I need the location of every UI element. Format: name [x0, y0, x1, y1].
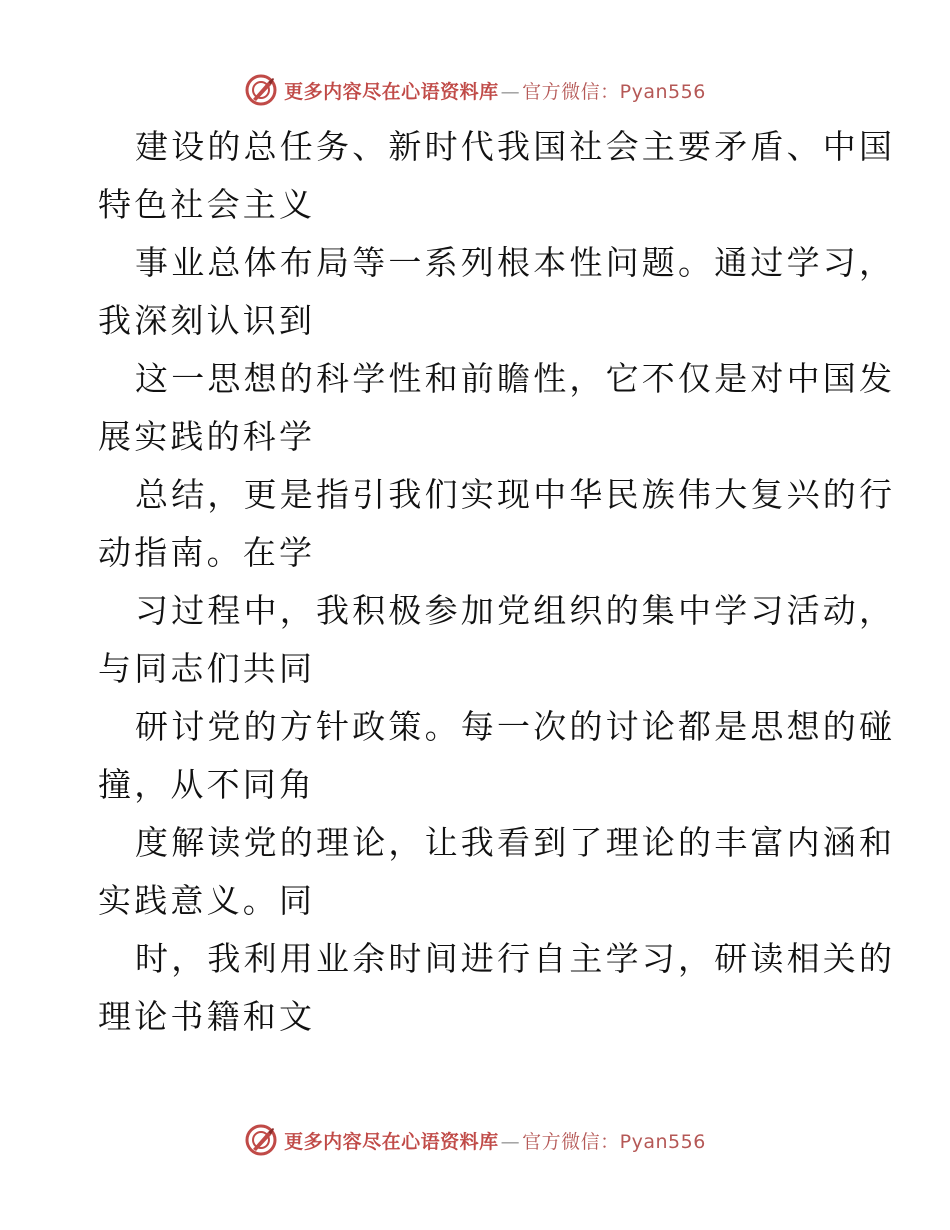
paragraph — [98, 814, 896, 930]
footer-brand-text: 更多内容尽在心语资料库 — [284, 1130, 499, 1153]
paragraph-line: 建设的总任务、新时代我国社会主要矛盾、中国 — [135, 127, 896, 166]
brand-logo-icon — [244, 1123, 278, 1157]
paragraph-line: 度解读党的理论，让我看到了理论的丰富内涵和 — [135, 823, 896, 862]
paragraph-line: 时，我利用业余时间进行自主学习，研读相关的 — [135, 939, 896, 978]
paragraph-line: 撞，从不同角 — [98, 765, 316, 804]
header-banner-inner — [244, 73, 706, 107]
paragraph-line: 研讨党的方针政策。每一次的讨论都是思想的碰 — [135, 707, 896, 746]
paragraph — [98, 582, 896, 698]
header-banner — [0, 70, 950, 110]
footer-banner — [0, 1120, 950, 1160]
paragraph-line: 事业总体布局等一系列根本性问题。通过学习， — [135, 243, 896, 282]
document-body — [98, 118, 896, 1046]
paragraph-line: 实践意义。同 — [98, 881, 316, 920]
paragraph — [98, 698, 896, 814]
paragraph-line: 习过程中，我积极参加党组织的集中学习活动， — [135, 591, 896, 630]
paragraph — [98, 234, 896, 350]
paragraph-line: 我深刻认识到 — [98, 301, 316, 340]
footer-banner-inner — [244, 1123, 706, 1157]
paragraph-line: 特色社会主义 — [98, 185, 316, 224]
footer-banner-text — [284, 1127, 706, 1154]
header-banner-text — [284, 77, 706, 104]
paragraph — [98, 930, 896, 1046]
header-dash: — — [500, 80, 521, 103]
paragraph — [98, 118, 896, 234]
footer-contact-text: 官方微信：Pyan556 — [522, 1130, 706, 1153]
paragraph — [98, 466, 896, 582]
brand-logo-icon — [244, 73, 278, 107]
header-contact-text: 官方微信：Pyan556 — [522, 80, 706, 103]
paragraph-line: 理论书籍和文 — [98, 997, 316, 1036]
paragraph-line: 展实践的科学 — [98, 417, 316, 456]
header-brand-text: 更多内容尽在心语资料库 — [284, 80, 499, 103]
footer-dash: — — [500, 1130, 521, 1153]
paragraph-line: 动指南。在学 — [98, 533, 316, 572]
paragraph — [98, 350, 896, 466]
paragraph-line: 这一思想的科学性和前瞻性，它不仅是对中国发 — [135, 359, 896, 398]
paragraph-line: 总结，更是指引我们实现中华民族伟大复兴的行 — [135, 475, 896, 514]
paragraph-line: 与同志们共同 — [98, 649, 316, 688]
